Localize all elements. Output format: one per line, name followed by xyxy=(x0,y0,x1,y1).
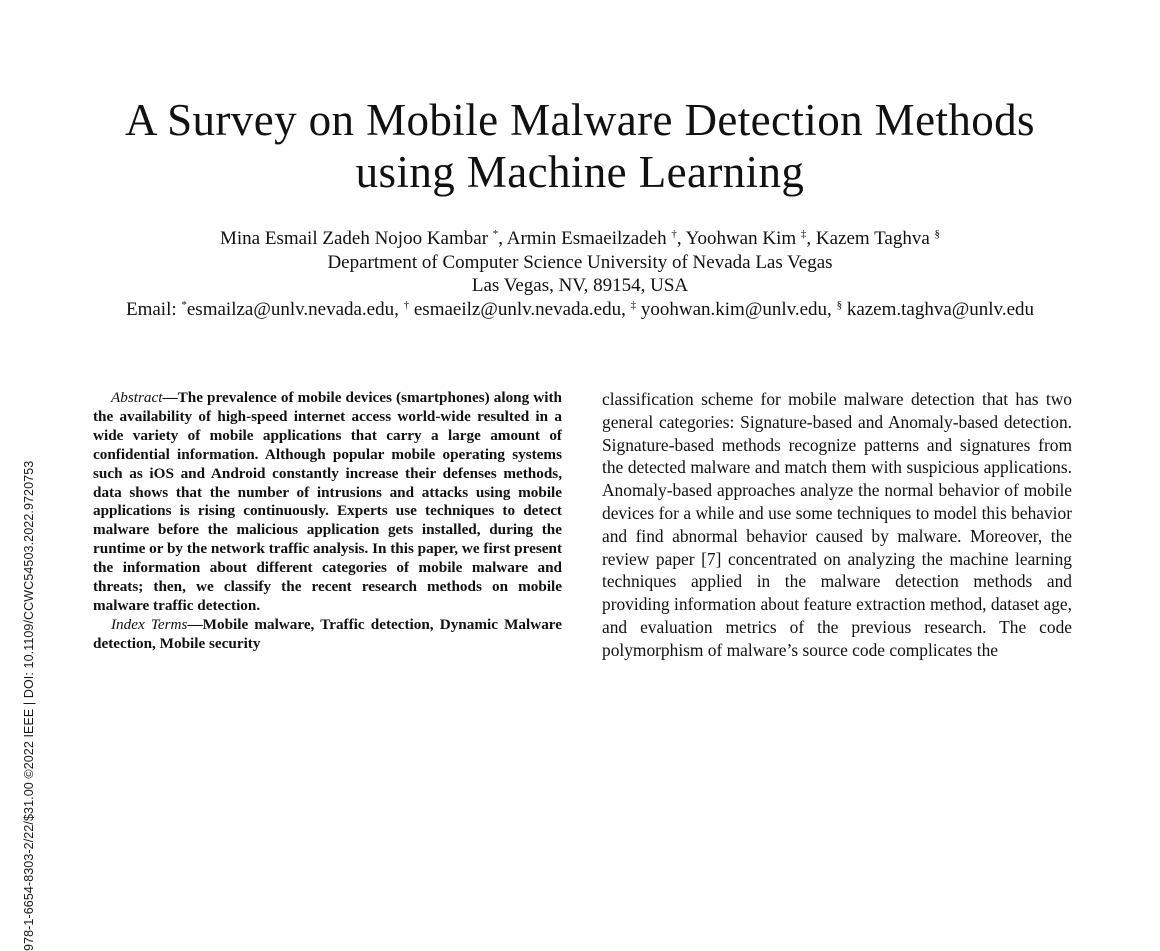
email-address: esmaeilz@unlv.nevada.edu, xyxy=(413,298,626,320)
email-mark: † xyxy=(403,298,410,311)
author-mark: † xyxy=(671,228,677,240)
email-address: yoohwan.kim@unlv.edu, xyxy=(640,298,832,320)
index-terms-paragraph: Index Terms—Mobile malware, Traffic detection, Dynamic Malware detection, Mobile security xyxy=(93,615,562,652)
email-address: kazem.taghva@unlv.edu xyxy=(846,298,1035,320)
author-mark: * xyxy=(492,228,499,240)
author-name: Armin Esmaeilzadeh xyxy=(506,228,667,249)
email-list xyxy=(0,298,1160,322)
paper-title-line-2: using Machine Learning xyxy=(355,147,805,197)
author-name: Mina Esmail Zadeh Nojoo Kambar xyxy=(219,228,489,249)
left-column xyxy=(93,389,562,654)
paper-title xyxy=(0,94,1160,198)
index-terms-label: Index Terms xyxy=(111,615,188,633)
email-address: esmailza@unlv.nevada.edu, xyxy=(186,298,399,320)
right-column xyxy=(602,388,1072,662)
abstract-label: Abstract xyxy=(111,389,163,406)
author-mark: § xyxy=(934,228,941,240)
abstract-paragraph: Abstract—The prevalence of mobile devices (smartphones) along with the availability of high-speed internet access world-wide resulted in a wide variety of mobile applications that carry a large amount of confidential information. Although popular mobile operating systems such as iOS and Android constantly increase their defenses methods, data shows that the number of intrusions and attacks using mobile applications is rising continuously. Experts use techniques to detect malware before the malicious application gets installed, during the runtime or by the network traffic analysis. In this paper, we first present the information about different categories of mobile malware and threats; then, we classify the recent research methods on mobile malware traffic detection. xyxy=(93,389,562,614)
author-mark: ‡ xyxy=(800,228,807,240)
affiliation-location: Las Vegas, NV, 89154, USA xyxy=(471,275,689,296)
email-mark: § xyxy=(836,298,843,311)
index-terms-text: Mobile malware, Traffic detection, Dynamic Malware detection, Mobile security xyxy=(93,615,562,652)
body-paragraph: classification scheme for mobile malware detection that has two general categories: Signature-based and Anomaly-based detection. Signature-based methods recognize patterns and signatures from the detected malware and match them with suspicious applications. Anomaly-based approaches analyze the normal behavior of mobile devices for a while and use some techniques to model this behavior and find abnormal behavior caused by malware. Moreover, the review paper [7] concentrated on analyzing the machine learning techniques applied in the malware detection methods and providing information about feature extraction method, dataset age, and evaluation metrics of the previous research. The code polymorphism of malware’s source code complicates the xyxy=(602,389,1072,660)
author-list: Mina Esmail Zadeh Nojoo Kambar *, Armin Esmaeilzadeh †, Yoohwan Kim ‡, Kazem Taghva § xyxy=(219,228,941,249)
author-block xyxy=(0,227,1160,321)
paper-title-line-1: A Survey on Mobile Malware Detection Methods xyxy=(125,95,1035,145)
email-mark: ‡ xyxy=(630,298,637,311)
author-name: Yoohwan Kim xyxy=(685,228,797,249)
affiliation-department: Department of Computer Science University of Nevada Las Vegas xyxy=(327,251,833,273)
email-label: Email: xyxy=(125,298,177,320)
author-name: Kazem Taghva xyxy=(815,228,930,249)
doi-copyright-sidebar: 978-1-6654-8303-2/22/$31.00 ©2022 IEEE | DOI: 10.1109/CCWC54503.2022.9720753 xyxy=(22,460,36,951)
email-mark: * xyxy=(181,298,187,311)
abstract-text: The prevalence of mobile devices (smartphones) along with the availability of high-speed internet access world-wide resulted in a wide variety of mobile applications that carry a large amount of confidential information. Although popular mobile operating systems such as iOS and Android constantly increase their defenses methods, data shows that the number of intrusions and attacks using mobile applications is rising continuously. Experts use techniques to detect malware before the malicious application gets installed, during the runtime or by the network traffic analysis. In this paper, we first present the information about different categories of mobile malware and threats; then, we classify the recent research methods on mobile malware traffic detection. xyxy=(93,389,562,614)
